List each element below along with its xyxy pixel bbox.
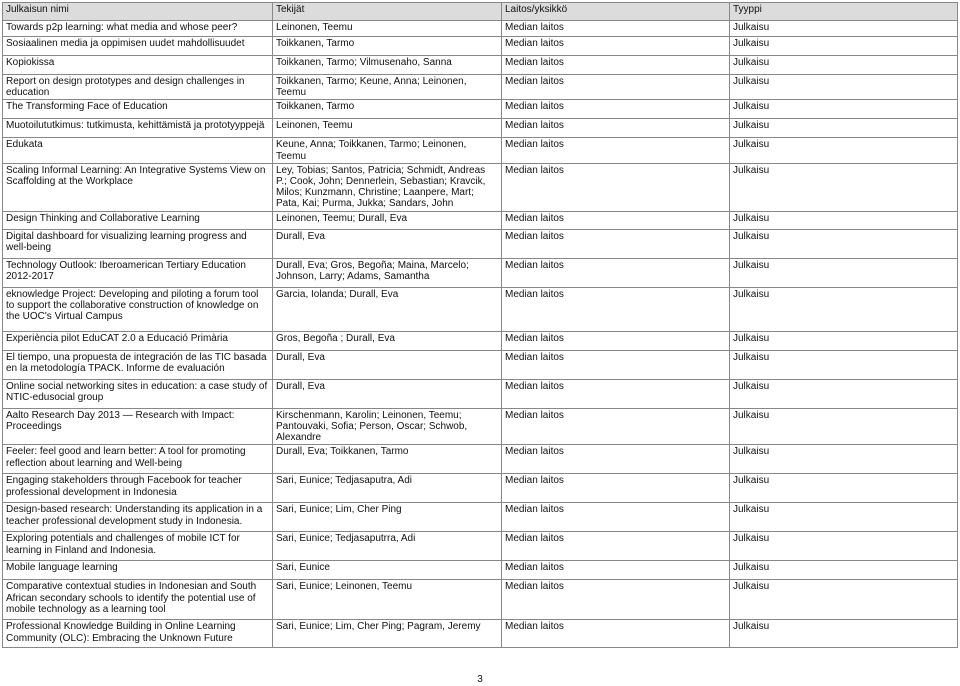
cell-type: Julkaisu xyxy=(730,580,958,620)
cell-authors: Keune, Anna; Toikkanen, Tarmo; Leinonen, Teemu xyxy=(273,138,502,163)
cell-authors: Leinonen, Teemu xyxy=(273,21,502,37)
cell-type: Julkaisu xyxy=(730,620,958,648)
cell-title: Comparative contextual studies in Indonesian and South African secondary schools to identify the potential use of mobile technology as a learning tool xyxy=(3,580,273,620)
table-row xyxy=(3,620,958,648)
table-row xyxy=(3,258,958,287)
cell-type: Julkaisu xyxy=(730,561,958,580)
cell-department: Median laitos xyxy=(502,138,730,163)
cell-department: Median laitos xyxy=(502,350,730,379)
cell-department: Median laitos xyxy=(502,379,730,408)
cell-department: Median laitos xyxy=(502,561,730,580)
cell-authors: Sari, Eunice; Tedjasaputrra, Adi xyxy=(273,532,502,561)
table-row xyxy=(3,408,958,445)
cell-title: Kopiokissa xyxy=(3,56,273,75)
header-authors: Tekijät xyxy=(273,3,502,21)
cell-department: Median laitos xyxy=(502,408,730,445)
cell-type: Julkaisu xyxy=(730,258,958,287)
cell-authors: Garcia, Iolanda; Durall, Eva xyxy=(273,287,502,331)
table-row xyxy=(3,561,958,580)
table-row xyxy=(3,379,958,408)
header-type: Tyyppi xyxy=(730,3,958,21)
table-row xyxy=(3,503,958,532)
cell-title: Design-based research: Understanding its application in a teacher professional development study in Indonesia. xyxy=(3,503,273,532)
cell-authors: Toikkanen, Tarmo; Keune, Anna; Leinonen, Teemu xyxy=(273,75,502,100)
cell-department: Median laitos xyxy=(502,580,730,620)
header-row xyxy=(3,3,958,21)
table-row xyxy=(3,532,958,561)
header-department: Laitos/yksikkö xyxy=(502,3,730,21)
cell-department: Median laitos xyxy=(502,503,730,532)
cell-department: Median laitos xyxy=(502,620,730,648)
table-row xyxy=(3,287,958,331)
cell-authors: Durall, Eva; Toikkanen, Tarmo xyxy=(273,445,502,474)
cell-title: Report on design prototypes and design challenges in education xyxy=(3,75,273,100)
cell-type: Julkaisu xyxy=(730,408,958,445)
table-row xyxy=(3,211,958,229)
cell-authors: Durall, Eva xyxy=(273,350,502,379)
cell-authors: Durall, Eva xyxy=(273,229,502,258)
cell-department: Median laitos xyxy=(502,287,730,331)
cell-type: Julkaisu xyxy=(730,350,958,379)
cell-authors: Durall, Eva xyxy=(273,379,502,408)
cell-type: Julkaisu xyxy=(730,503,958,532)
cell-authors: Kirschenmann, Karolin; Leinonen, Teemu; Pantouvaki, Sofia; Person, Oscar; Schwob, Alexandre xyxy=(273,408,502,445)
table-row xyxy=(3,331,958,350)
cell-title: El tiempo, una propuesta de integración de las TIC basada en la metodología TPACK. Informe de evaluación xyxy=(3,350,273,379)
cell-department: Median laitos xyxy=(502,445,730,474)
cell-title: Sosiaalinen media ja oppimisen uudet mahdollisuudet xyxy=(3,37,273,56)
table-row xyxy=(3,119,958,138)
publications-table xyxy=(2,2,958,648)
cell-title: Exploring potentials and challenges of mobile ICT for learning in Finland and Indonesia. xyxy=(3,532,273,561)
table-row xyxy=(3,229,958,258)
table-row xyxy=(3,163,958,211)
table-row xyxy=(3,56,958,75)
cell-title: Mobile language learning xyxy=(3,561,273,580)
cell-type: Julkaisu xyxy=(730,21,958,37)
page-number: 3 xyxy=(477,674,483,685)
cell-authors: Durall, Eva; Gros, Begoña; Maina, Marcelo; Johnson, Larry; Adams, Samantha xyxy=(273,258,502,287)
table-row xyxy=(3,100,958,119)
table-row xyxy=(3,37,958,56)
table-row xyxy=(3,474,958,503)
cell-department: Median laitos xyxy=(502,474,730,503)
cell-department: Median laitos xyxy=(502,211,730,229)
cell-title: eknowledge Project: Developing and piloting a forum tool to support the collaborative construction of knowledge on the UOC's Virtual Campus xyxy=(3,287,273,331)
cell-department: Median laitos xyxy=(502,100,730,119)
cell-type: Julkaisu xyxy=(730,138,958,163)
cell-authors: Toikkanen, Tarmo xyxy=(273,37,502,56)
cell-department: Median laitos xyxy=(502,75,730,100)
cell-type: Julkaisu xyxy=(730,331,958,350)
cell-type: Julkaisu xyxy=(730,100,958,119)
table-row xyxy=(3,75,958,100)
table-row xyxy=(3,350,958,379)
cell-title: Technology Outlook: Iberoamerican Tertiary Education 2012-2017 xyxy=(3,258,273,287)
table-row xyxy=(3,138,958,163)
cell-title: Engaging stakeholders through Facebook for teacher professional development in Indonesia xyxy=(3,474,273,503)
cell-title: Feeler: feel good and learn better: A tool for promoting reflection about learning and Well-being xyxy=(3,445,273,474)
table-row xyxy=(3,445,958,474)
cell-title: Edukata xyxy=(3,138,273,163)
cell-title: Towards p2p learning: what media and whose peer? xyxy=(3,21,273,37)
cell-type: Julkaisu xyxy=(730,532,958,561)
cell-type: Julkaisu xyxy=(730,445,958,474)
cell-authors: Sari, Eunice xyxy=(273,561,502,580)
cell-authors: Leinonen, Teemu; Durall, Eva xyxy=(273,211,502,229)
cell-type: Julkaisu xyxy=(730,119,958,138)
cell-authors: Toikkanen, Tarmo xyxy=(273,100,502,119)
cell-department: Median laitos xyxy=(502,258,730,287)
table-row xyxy=(3,580,958,620)
cell-department: Median laitos xyxy=(502,56,730,75)
cell-department: Median laitos xyxy=(502,532,730,561)
cell-title: Muotoilututkimus: tutkimusta, kehittämistä ja prototyyppejä xyxy=(3,119,273,138)
cell-department: Median laitos xyxy=(502,21,730,37)
cell-authors: Gros, Begoña ; Durall, Eva xyxy=(273,331,502,350)
cell-title: Online social networking sites in education: a case study of NTIC-edusocial group xyxy=(3,379,273,408)
cell-title: Scaling Informal Learning: An Integrative Systems View on Scaffolding at the Workplace xyxy=(3,163,273,211)
cell-authors: Sari, Eunice; Lim, Cher Ping; Pagram, Jeremy xyxy=(273,620,502,648)
cell-type: Julkaisu xyxy=(730,229,958,258)
cell-type: Julkaisu xyxy=(730,163,958,211)
cell-type: Julkaisu xyxy=(730,474,958,503)
cell-type: Julkaisu xyxy=(730,37,958,56)
cell-title: The Transforming Face of Education xyxy=(3,100,273,119)
cell-department: Median laitos xyxy=(502,163,730,211)
cell-department: Median laitos xyxy=(502,229,730,258)
cell-department: Median laitos xyxy=(502,37,730,56)
cell-title: Design Thinking and Collaborative Learning xyxy=(3,211,273,229)
cell-authors: Leinonen, Teemu xyxy=(273,119,502,138)
cell-authors: Ley, Tobias; Santos, Patricia; Schmidt, Andreas P.; Cook, John; Dennerlein, Sebastian; Kravcik, Milos; Kunzmann, Christine; Laanpere, Mart; Pata, Kai; Purma, Jukka; Sandars, John xyxy=(273,163,502,211)
cell-type: Julkaisu xyxy=(730,56,958,75)
cell-authors: Sari, Eunice; Tedjasaputra, Adi xyxy=(273,474,502,503)
cell-authors: Toikkanen, Tarmo; Vilmusenaho, Sanna xyxy=(273,56,502,75)
cell-department: Median laitos xyxy=(502,331,730,350)
cell-type: Julkaisu xyxy=(730,379,958,408)
cell-type: Julkaisu xyxy=(730,287,958,331)
cell-title: Aalto Research Day 2013 — Research with Impact: Proceedings xyxy=(3,408,273,445)
table-row xyxy=(3,21,958,37)
cell-type: Julkaisu xyxy=(730,75,958,100)
cell-authors: Sari, Eunice; Lim, Cher Ping xyxy=(273,503,502,532)
cell-type: Julkaisu xyxy=(730,211,958,229)
cell-department: Median laitos xyxy=(502,119,730,138)
cell-title: Experiència pilot EduCAT 2.0 a Educació Primària xyxy=(3,331,273,350)
cell-title: Professional Knowledge Building in Online Learning Community (OLC): Embracing the Unknown Future xyxy=(3,620,273,648)
cell-authors: Sari, Eunice; Leinonen, Teemu xyxy=(273,580,502,620)
header-title: Julkaisun nimi xyxy=(3,3,273,21)
cell-title: Digital dashboard for visualizing learning progress and well-being xyxy=(3,229,273,258)
